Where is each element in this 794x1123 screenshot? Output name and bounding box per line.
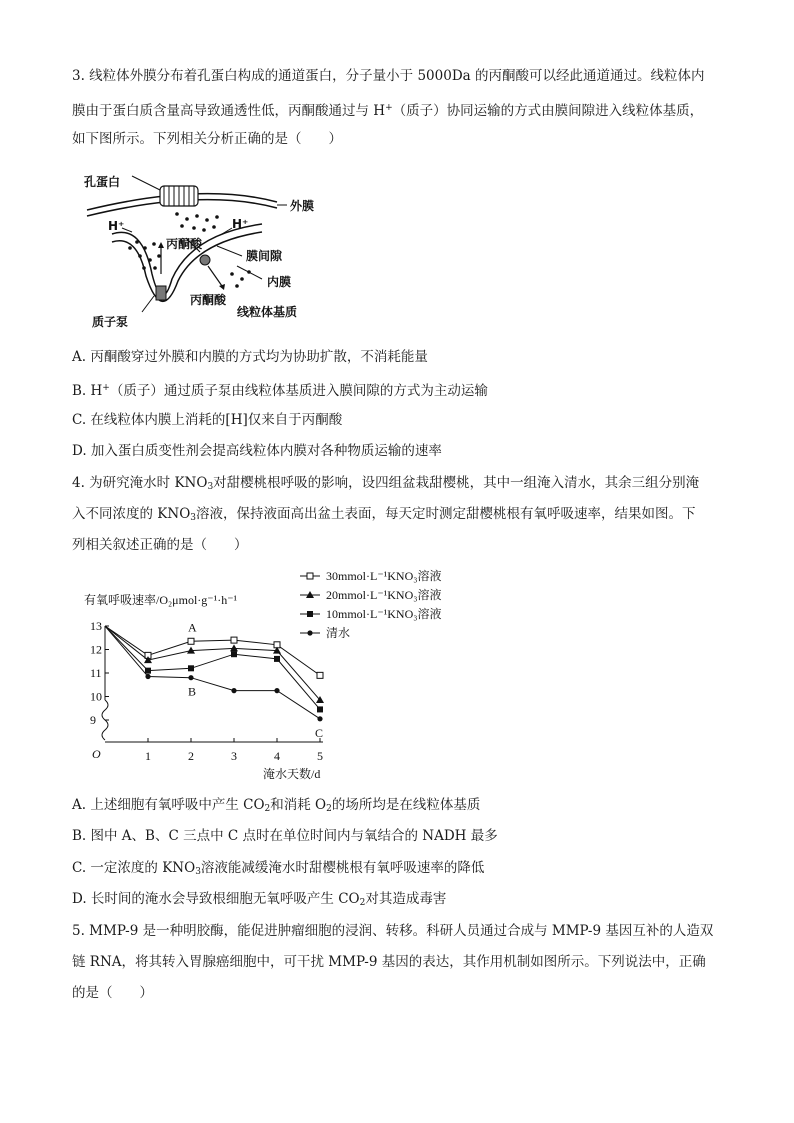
q3-stem-line2 <box>72 98 703 121</box>
q3-stem-line2-b: （质子）协同运输的方式由膜间隙进入线粒体基质， <box>392 103 704 119</box>
legend-marker-0 <box>307 573 313 579</box>
label-inner-membrane: 内膜 <box>267 275 292 289</box>
q4-option-d-2: 对其造成毒害 <box>365 891 447 907</box>
q3-option-c: C. 在线粒体内膜上消耗的[H]仅来自于丙酮酸 <box>72 412 343 428</box>
label-porin: 孔蛋白 <box>84 175 121 189</box>
q4-option-d-sub: 2 <box>359 898 366 908</box>
x-tick-label: 1 <box>145 749 151 763</box>
y-tick-label: 10 <box>90 689 102 704</box>
series-1-point <box>230 644 238 651</box>
q4-stem-line2-sub: 3 <box>190 513 196 523</box>
q4-stem-line3: 列相关叙述正确的是（ ） <box>72 537 248 553</box>
series-2-point <box>188 665 194 671</box>
q4-option-a-3: 的场所均是在线粒体基质 <box>331 797 481 813</box>
y-tick-label: 12 <box>90 642 102 657</box>
x-axis-title: 淹水天数/d <box>263 767 321 781</box>
q4-stem-line2 <box>72 504 696 528</box>
series-3-point <box>231 688 236 693</box>
q4-option-d <box>72 889 446 913</box>
q4-stem-line1-a: 4. 为研究淹水时 KNO <box>72 475 208 491</box>
legend-label-1: 20mmol·L⁻¹KNO₃溶液 <box>326 588 442 602</box>
legend-label-3: 清水 <box>326 626 351 640</box>
series-0-point <box>188 638 194 644</box>
proton-pump <box>156 286 166 300</box>
label-outer-membrane: 外膜 <box>290 199 315 213</box>
origin-label: O <box>92 747 101 761</box>
y-tick-label: 13 <box>90 619 102 633</box>
series-3-point <box>188 675 193 680</box>
q4-option-a-2: 和消耗 O <box>270 797 327 813</box>
series-3-point <box>145 674 150 679</box>
inner-membrane <box>112 224 262 295</box>
series-2-point <box>317 706 323 712</box>
series-0-point <box>231 637 237 643</box>
annotation-B: B <box>188 684 197 699</box>
y-tick-label: 11 <box>90 666 102 680</box>
q3-stem-line3: 如下图所示。下列相关分析正确的是（ ） <box>72 131 342 147</box>
label-intermembrane-space: 膜间隙 <box>246 249 283 263</box>
q4-option-b: B. 图中 A、B、C 三点中 C 点时在单位时间内与氧结合的 NADH 最多 <box>72 828 498 844</box>
q4-option-d-1: D. 长时间的淹水会导致根细胞无氧呼吸产生 CO <box>72 891 360 907</box>
x-tick-label: 5 <box>317 749 323 763</box>
x-tick-label: 3 <box>231 749 237 763</box>
q3-option-a: A. 丙酮酸穿过外膜和内膜的方式均为协助扩散，不消耗能量 <box>72 349 428 365</box>
q3-stem-line2-sup: + <box>385 103 393 113</box>
q4-option-c <box>72 858 484 882</box>
label-pyruvate-1: 丙酮酸 <box>166 237 203 251</box>
respiration-chart <box>78 566 478 782</box>
q4-stem-line2-a: 入不同浓度的 KNO <box>72 506 191 522</box>
q4-option-a-sub1: 2 <box>264 804 271 814</box>
series-0-point <box>317 672 323 678</box>
legend-label-2: 10mmol·L⁻¹KNO₃溶液 <box>326 607 442 621</box>
label-h-right: H⁺ <box>232 217 249 231</box>
q3-option-d: D. 加入蛋白质变性剂会提高线粒体内膜对各种物质运输的速率 <box>72 443 442 459</box>
label-proton-pump: 质子泵 <box>92 315 129 329</box>
q4-stem-line1-sub: 3 <box>207 482 214 492</box>
q4-stem-line2-b: 溶液，保持液面高出盆土表面，每天定时测定甜樱桃根有氧呼吸速率，结果如图。下 <box>196 506 696 522</box>
series-2-point <box>145 668 151 674</box>
y-axis-title: 有氧呼吸速率/O₂μmol·g⁻¹·h⁻¹ <box>84 593 238 607</box>
q4-option-a-1: A. 上述细胞有氧呼吸中产生 CO <box>72 797 265 813</box>
series-line-2 <box>105 626 320 709</box>
pyruvate-transporter <box>200 255 210 265</box>
q3-option-b-sup: + <box>102 383 110 393</box>
q5-stem-line2: 链 RNA，将其转入胃腺癌细胞中，可干扰 MMP-9 基因的表达，其作用机制如图所示。下列说法中，正确 <box>72 954 706 970</box>
legend-marker-2 <box>307 611 313 617</box>
q4-option-a-sub2: 2 <box>326 804 332 814</box>
y-tick-label: 9 <box>90 713 96 727</box>
x-tick-label: 4 <box>274 749 280 763</box>
mitochondria-diagram <box>82 164 322 334</box>
series-line-1 <box>105 626 320 700</box>
porin-protein <box>160 186 198 206</box>
q5-stem-line1: 5. MMP-9 是一种明胶酶，能促进肿瘤细胞的浸润、转移。科研人员通过合成与 MMP-9 基因互补的人造双 <box>72 923 714 939</box>
legend-label-0: 30mmol·L⁻¹KNO₃溶液 <box>326 569 442 583</box>
series-2-point <box>274 656 280 662</box>
q3-option-b <box>72 378 488 401</box>
q5-stem-line3: 的是（ ） <box>72 985 153 1001</box>
q4-option-c-1: C. 一定浓度的 KNO <box>72 860 196 876</box>
x-tick-label: 2 <box>188 749 194 763</box>
series-line-0 <box>105 626 320 675</box>
q4-option-a <box>72 795 480 819</box>
q4-stem-line1-b: 对甜樱桃根呼吸的影响，设四组盆栽甜樱桃，其中一组淹入清水，其余三组分别淹 <box>213 475 700 491</box>
q4-stem-line1 <box>72 473 699 497</box>
label-h-left: H⁺ <box>108 219 125 233</box>
annotation-A: A <box>188 620 197 635</box>
legend-marker-3 <box>307 630 312 635</box>
q4-option-c-2: 溶液能减缓淹水时甜樱桃根有氧呼吸速率的降低 <box>200 860 485 876</box>
q3-stem-line2-a: 膜由于蛋白质含量高导致通透性低，丙酮酸通过与 H <box>72 103 386 119</box>
label-pyruvate-2: 丙酮酸 <box>190 293 227 307</box>
q3-option-b-b: （质子）通过质子泵由线粒体基质进入膜间隙的方式为主动运输 <box>109 383 488 399</box>
label-matrix: 线粒体基质 <box>237 305 298 319</box>
series-2-point <box>231 651 237 657</box>
q4-option-c-sub: 3 <box>195 867 201 877</box>
q3-stem-line1: 3. 线粒体外膜分布着孔蛋白构成的通道蛋白，分子量小于 5000Da 的丙酮酸可以经此通道通过。线粒体内 <box>72 68 705 84</box>
series-line-3 <box>105 626 320 719</box>
series-3-point <box>274 688 279 693</box>
series-3-point <box>317 716 322 721</box>
annotation-C: C <box>315 725 324 740</box>
q3-option-b-a: B. H <box>72 383 103 399</box>
